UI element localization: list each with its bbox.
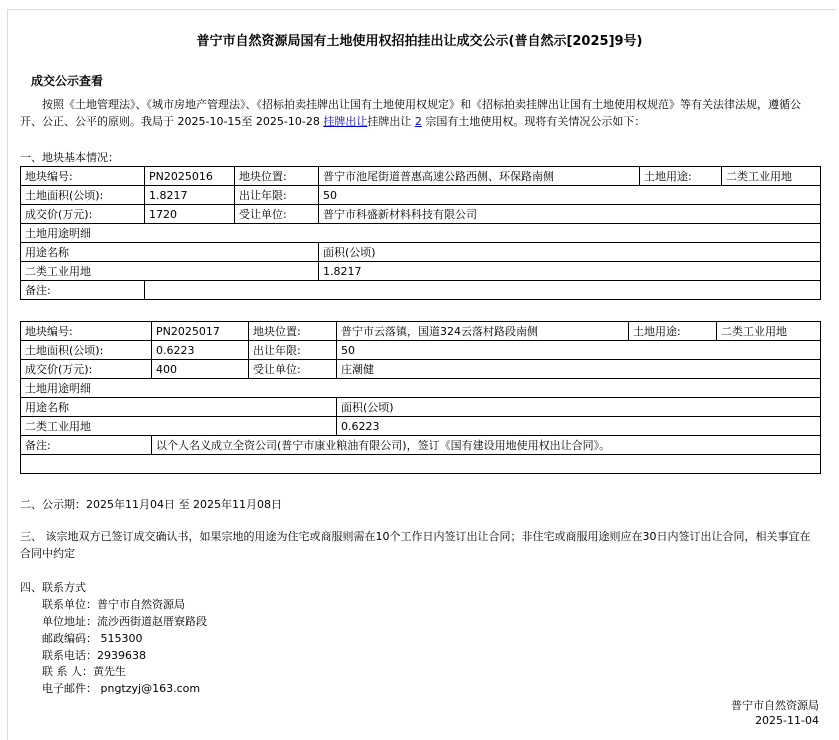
use-name-header: 用途名称 <box>21 398 337 417</box>
use-value: 二类工业用地 <box>722 167 821 186</box>
remark-value: 以个人名义成立全资公司(普宁市康业粮油有限公司)，签订《国有建设用地使用权出让合同》。 <box>152 436 821 455</box>
listing-type-link[interactable]: 挂牌出让 <box>323 115 368 128</box>
table-row <box>21 281 821 300</box>
contact-unit: 联系单位：普宁市自然资源局 <box>42 598 185 611</box>
use-name-header: 用途名称 <box>21 243 319 262</box>
intro-text-2: 挂牌出让 <box>367 115 415 128</box>
table-row <box>21 322 821 341</box>
label-use: 土地用途: <box>629 322 717 341</box>
label-remark: 备注: <box>21 436 152 455</box>
price-value: 1720 <box>145 205 235 224</box>
table-row <box>21 186 821 205</box>
contact-phone: 联系电话：2939638 <box>42 649 146 662</box>
label-use: 土地用途: <box>640 167 722 186</box>
label-price: 成交价(万元): <box>21 360 152 379</box>
label-parcel-no: 地块编号: <box>21 167 145 186</box>
table-row <box>21 417 821 436</box>
table-row <box>21 341 821 360</box>
table-row <box>21 455 821 474</box>
location-value: 普宁市云落镇，国道324云落村路段南侧 <box>337 322 629 341</box>
page-title: 普宁市自然资源局国有土地使用权招拍挂出让成交公示(普自然示[2025]9号) <box>196 34 643 49</box>
use-detail-header: 土地用途明细 <box>21 379 821 398</box>
signature-org: 普宁市自然资源局 <box>731 699 819 712</box>
intro-text-3: 宗国有土地使用权。现将有关情况公示如下： <box>421 115 646 128</box>
contact-address: 单位地址：流沙西街道赵厝寮路段 <box>42 615 207 628</box>
table-row <box>21 436 821 455</box>
location-value: 普宁市池尾街道普惠高速公路西侧、环保路南侧 <box>319 167 640 186</box>
label-location: 地块位置: <box>235 167 319 186</box>
signature-date: 2025-11-04 <box>755 714 819 727</box>
label-area: 土地面积(公顷): <box>21 341 152 360</box>
section1-title: 一、地块基本情况： <box>20 151 119 164</box>
parcel-no-value: PN2025016 <box>145 167 235 186</box>
label-location: 地块位置: <box>249 322 337 341</box>
area-value: 0.6223 <box>152 341 249 360</box>
table-row <box>21 224 821 243</box>
remark-value <box>145 281 821 300</box>
label-term: 出让年限: <box>249 341 337 360</box>
table-row <box>21 205 821 224</box>
table-row <box>21 360 821 379</box>
price-value: 400 <box>152 360 249 379</box>
detail-name-value: 二类工业用地 <box>21 262 319 281</box>
use-detail-header: 土地用途明细 <box>21 224 821 243</box>
label-buyer: 受让单位: <box>235 205 319 224</box>
detail-area-value: 1.8217 <box>319 262 821 281</box>
table-row <box>21 379 821 398</box>
buyer-value: 庄潮健 <box>337 360 821 379</box>
parcel-no-value: PN2025017 <box>152 322 249 341</box>
term-value: 50 <box>337 341 821 360</box>
section4-title: 四、联系方式 <box>20 581 86 594</box>
intro-text-1: 按照《土地管理法》、《城市房地产管理法》、《招标拍卖挂牌出让国有土地使用权规定》和《招标拍卖挂牌出让国有土地使用权规范》等有关法律法规，遵循公开、公正、公平的原则。我局于 2025-10-15至 2025-10-28 <box>20 98 801 128</box>
label-parcel-no: 地块编号: <box>21 322 152 341</box>
table-row <box>21 262 821 281</box>
parcel-table-1 <box>20 166 821 300</box>
use-area-header: 面积(公顷) <box>319 243 821 262</box>
table-row <box>21 243 821 262</box>
term-value: 50 <box>319 186 821 205</box>
contact-person: 联 系 人：黄先生 <box>42 665 126 678</box>
subheading: 成交公示查看 <box>31 74 104 88</box>
label-area: 土地面积(公顷): <box>21 186 145 205</box>
parcel-count-link[interactable]: 2 <box>414 115 422 128</box>
section2-publicity-period: 二、公示期：2025年11月04日 至 2025年11月08日 <box>20 498 282 511</box>
label-price: 成交价(万元): <box>21 205 145 224</box>
buyer-value: 普宁市科盛新材料科技有限公司 <box>319 205 821 224</box>
table-row <box>21 167 821 186</box>
use-value: 二类工业用地 <box>717 322 821 341</box>
intro-paragraph <box>20 96 820 130</box>
label-term: 出让年限: <box>235 186 319 205</box>
contact-postcode: 邮政编码： 515300 <box>42 632 143 645</box>
label-remark: 备注: <box>21 281 145 300</box>
empty-row <box>21 455 821 474</box>
parcel-table-2 <box>20 321 821 474</box>
label-buyer: 受让单位: <box>249 360 337 379</box>
area-value: 1.8217 <box>145 186 235 205</box>
contact-email: 电子邮件： pngtzyj@163.com <box>42 682 201 695</box>
detail-name-value: 二类工业用地 <box>21 417 337 436</box>
use-area-header: 面积(公顷) <box>337 398 821 417</box>
table-row <box>21 398 821 417</box>
section3-contract-note: 三、 该宗地双方已签订成交确认书，如果宗地的用途为住宅或商服则需在10个工作日内签订出让合同；非住宅或商服用途则应在30日内签订出让合同，相关事宜在合同中约定 <box>20 530 811 560</box>
detail-area-value: 0.6223 <box>337 417 821 436</box>
